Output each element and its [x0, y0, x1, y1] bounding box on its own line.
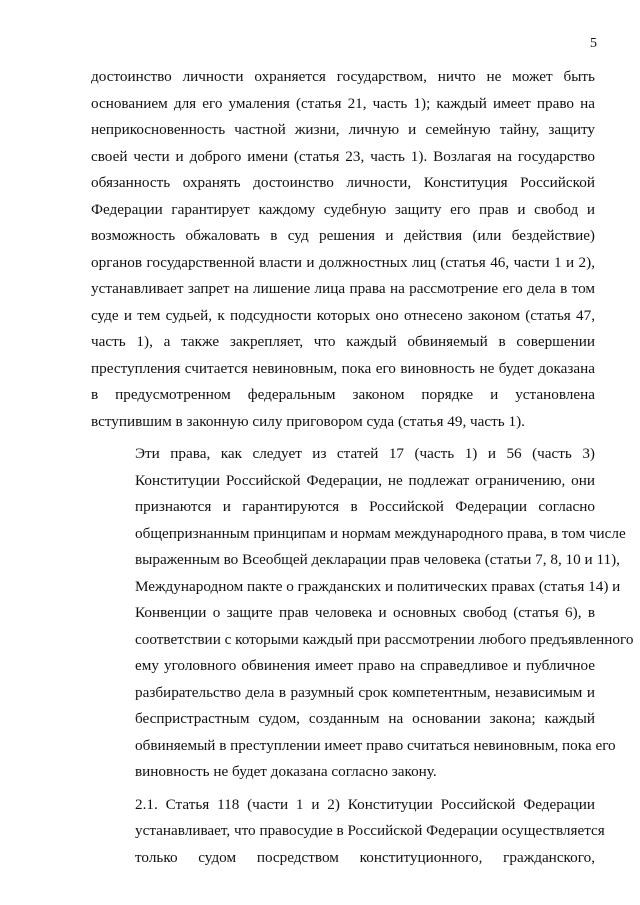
- text-line: органов государственной власти и должностных лиц (статья 46, части 1 и 2),: [91, 253, 595, 271]
- page-number: 5: [590, 36, 597, 51]
- text-line: Федерации гарантирует каждому судебную защиту его прав и свобод и: [91, 200, 595, 218]
- text-line: возможность обжаловать в суд решения и действия (или бездействие): [91, 227, 595, 244]
- text-line: Конституции Российской Федерации, не подлежат ограничению, они: [135, 471, 595, 489]
- text-line: вступившим в законную силу приговором суда (статья 49, часть 1).: [91, 412, 525, 430]
- text-line: только судом посредством конституционного, гражданского,: [135, 848, 595, 866]
- text-line: устанавливает запрет на лишение лица права на рассмотрение его дела в том: [91, 280, 595, 297]
- text-line: Международном пакте о гражданских и политических правах (статья 14) и: [135, 577, 621, 595]
- text-line: устанавливает, что правосудие в Российской Федерации осуществляется: [135, 822, 605, 839]
- text-line: выраженным во Всеобщей декларации прав человека (статьи 7, 8, 10 и 11),: [135, 551, 620, 568]
- paragraph: [91, 64, 595, 435]
- text-line: соответствии с которыми каждый при рассмотрении любого предъявленного: [135, 630, 634, 648]
- text-line: виновность не будет доказана согласно закону.: [135, 763, 437, 780]
- paragraph: [91, 441, 634, 786]
- text-line: ему уголовного обвинения имеет право на справедливое и публичное: [135, 657, 595, 674]
- text-line: преступления считается невиновным, пока его виновность не будет доказана: [91, 359, 595, 377]
- text-line: суде и тем судьей, к подсудности которых оно отнесено законом (статья 47,: [91, 306, 595, 324]
- text-line: 2.1. Статья 118 (части 1 и 2) Конституции Российской Федерации: [135, 795, 595, 813]
- text-line: беспристрастным судом, созданным на основании закона; каждый: [135, 710, 595, 727]
- paragraph: [91, 792, 605, 872]
- text-line: часть 1), а также закрепляет, что каждый обвиняемый в совершении: [91, 333, 595, 350]
- text-line: обязанность охранять достоинство личности, Конституция Российской: [91, 174, 595, 191]
- text-line: неприкосновенность частной жизни, личную и семейную тайну, защиту: [91, 121, 595, 138]
- document-body: [91, 64, 634, 871]
- text-line: в предусмотренном федеральным законом порядке и установлена: [91, 386, 595, 403]
- text-line: разбирательство дела в разумный срок компетентным, независимым и: [135, 683, 595, 701]
- text-line: достоинство личности охраняется государством, ничто не может быть: [91, 68, 595, 85]
- text-line: Эти права, как следует из статей 17 (часть 1) и 56 (часть 3): [135, 445, 595, 462]
- text-line: общепризнанным принципам и нормам международного права, в том числе: [135, 524, 626, 542]
- text-line: признаются и гарантируются в Российской Федерации согласно: [135, 498, 595, 515]
- text-line: Конвенции о защите прав человека и основных свобод (статья 6), в: [135, 604, 595, 621]
- text-line: основанием для его умаления (статья 21, часть 1); каждый имеет право на: [91, 94, 595, 112]
- text-line: обвиняемый в преступлении имеет право считаться невиновным, пока его: [135, 736, 616, 754]
- text-line: своей чести и доброго имени (статья 23, часть 1). Возлагая на государство: [91, 147, 595, 165]
